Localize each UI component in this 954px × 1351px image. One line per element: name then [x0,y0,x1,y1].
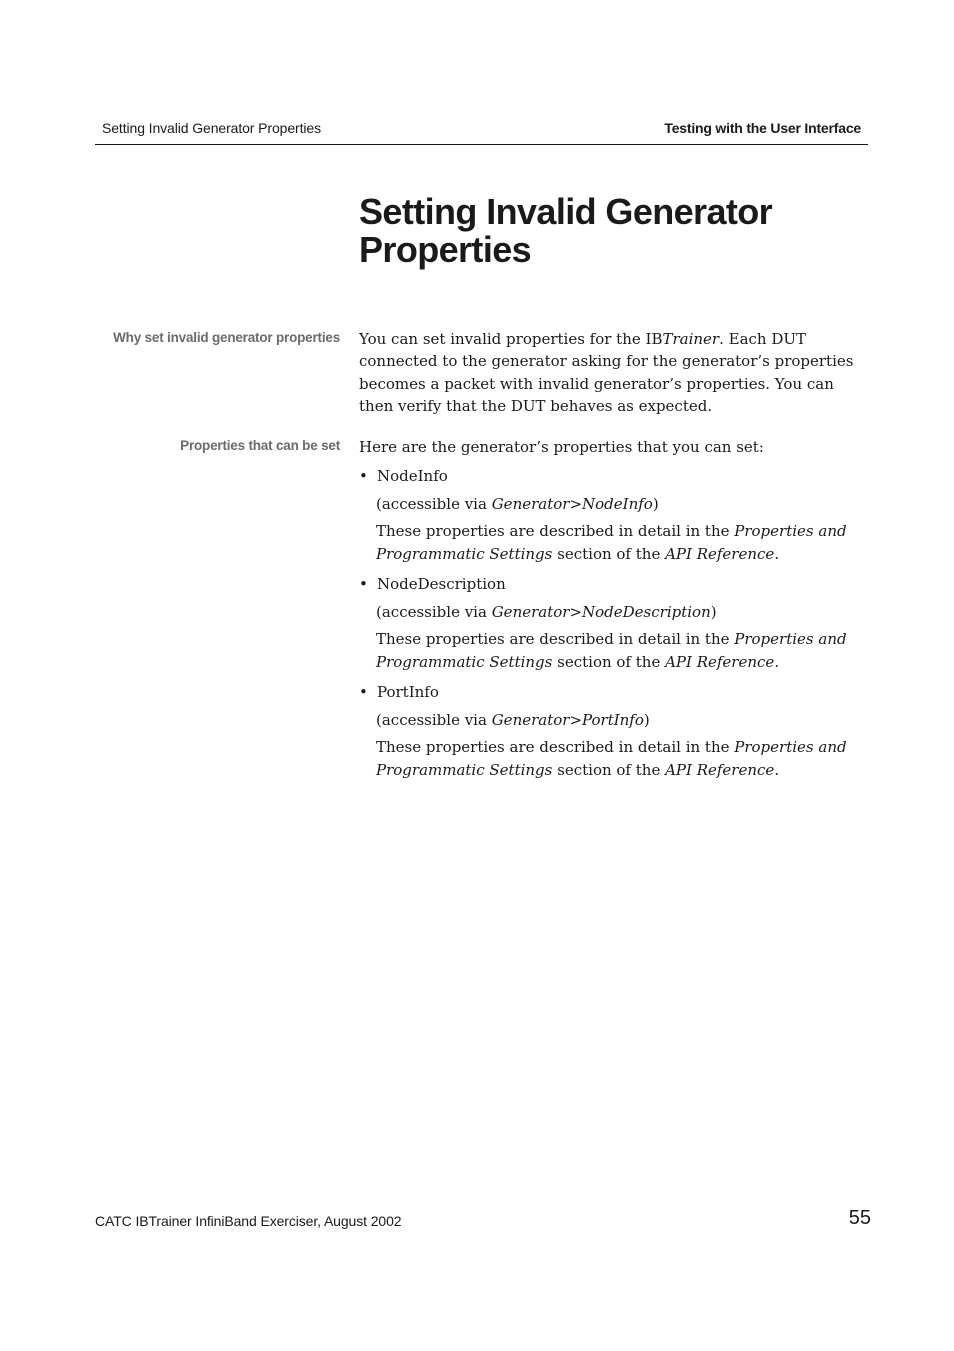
page-number: 55 [848,1207,871,1229]
access-path: Generator>NodeDescription [491,603,711,621]
properties-lead-paragraph: Here are the generator’s properties that you can set: [359,438,764,456]
property-access-path [376,493,856,516]
property-name: NodeDescription [377,575,506,593]
desc-emph-1: Properties and Programmatic Settings [376,630,847,671]
property-description [376,628,856,674]
desc-emph-2: API Reference [665,761,775,779]
access-prefix: (accessible via [376,603,492,621]
desc-text-3: . [774,653,780,671]
access-prefix: (accessible via [376,495,492,513]
header-section-title: Setting Invalid Generator Properties [102,120,321,136]
intro-text-1: You can set invalid properties for the IB [359,330,663,348]
intro-text-emph: Trainer [662,330,720,348]
access-suffix: ) [652,495,659,513]
access-suffix: ) [643,711,650,729]
access-suffix: ) [710,603,717,621]
desc-text-1: These properties are described in detail in the [376,738,735,756]
desc-text-2: section of the [552,761,666,779]
desc-text-1: These properties are described in detail in the [376,630,735,648]
property-name: PortInfo [377,683,439,701]
property-name: NodeInfo [377,467,448,485]
running-header [95,118,868,145]
footer-text: CATC IBTrainer InfiniBand Exerciser, August 2002 [95,1213,402,1229]
page-title: Setting Invalid Generator Properties [359,191,773,270]
desc-emph-2: API Reference [665,545,775,563]
bullet-icon: • [359,683,368,701]
access-path: Generator>NodeInfo [491,495,653,513]
side-heading-why: Why set invalid generator properties [113,330,340,345]
bullet-icon: • [359,467,368,485]
desc-text-3: . [774,761,780,779]
intro-paragraph [359,328,871,417]
property-description [376,520,856,566]
desc-text-3: . [774,545,780,563]
header-chapter-title: Testing with the User Interface [664,120,861,136]
side-heading-properties: Properties that can be set [180,438,340,453]
access-prefix: (accessible via [376,711,492,729]
desc-emph-1: Properties and Programmatic Settings [376,738,847,779]
access-path: Generator>PortInfo [491,711,644,729]
desc-emph-2: API Reference [665,653,775,671]
desc-text-2: section of the [552,653,666,671]
property-access-path [376,709,856,732]
desc-text-1: These properties are described in detail in the [376,522,735,540]
desc-emph-1: Properties and Programmatic Settings [376,522,847,563]
property-description [376,736,856,782]
intro-text-2: . Each DUT connected to the generator asking for the generator’s properties becomes a packet with invalid generator’s properties. You can then verify that the DUT behaves as expected. [359,330,854,415]
property-access-path [376,601,856,624]
bullet-icon: • [359,575,368,593]
desc-text-2: section of the [552,545,666,563]
